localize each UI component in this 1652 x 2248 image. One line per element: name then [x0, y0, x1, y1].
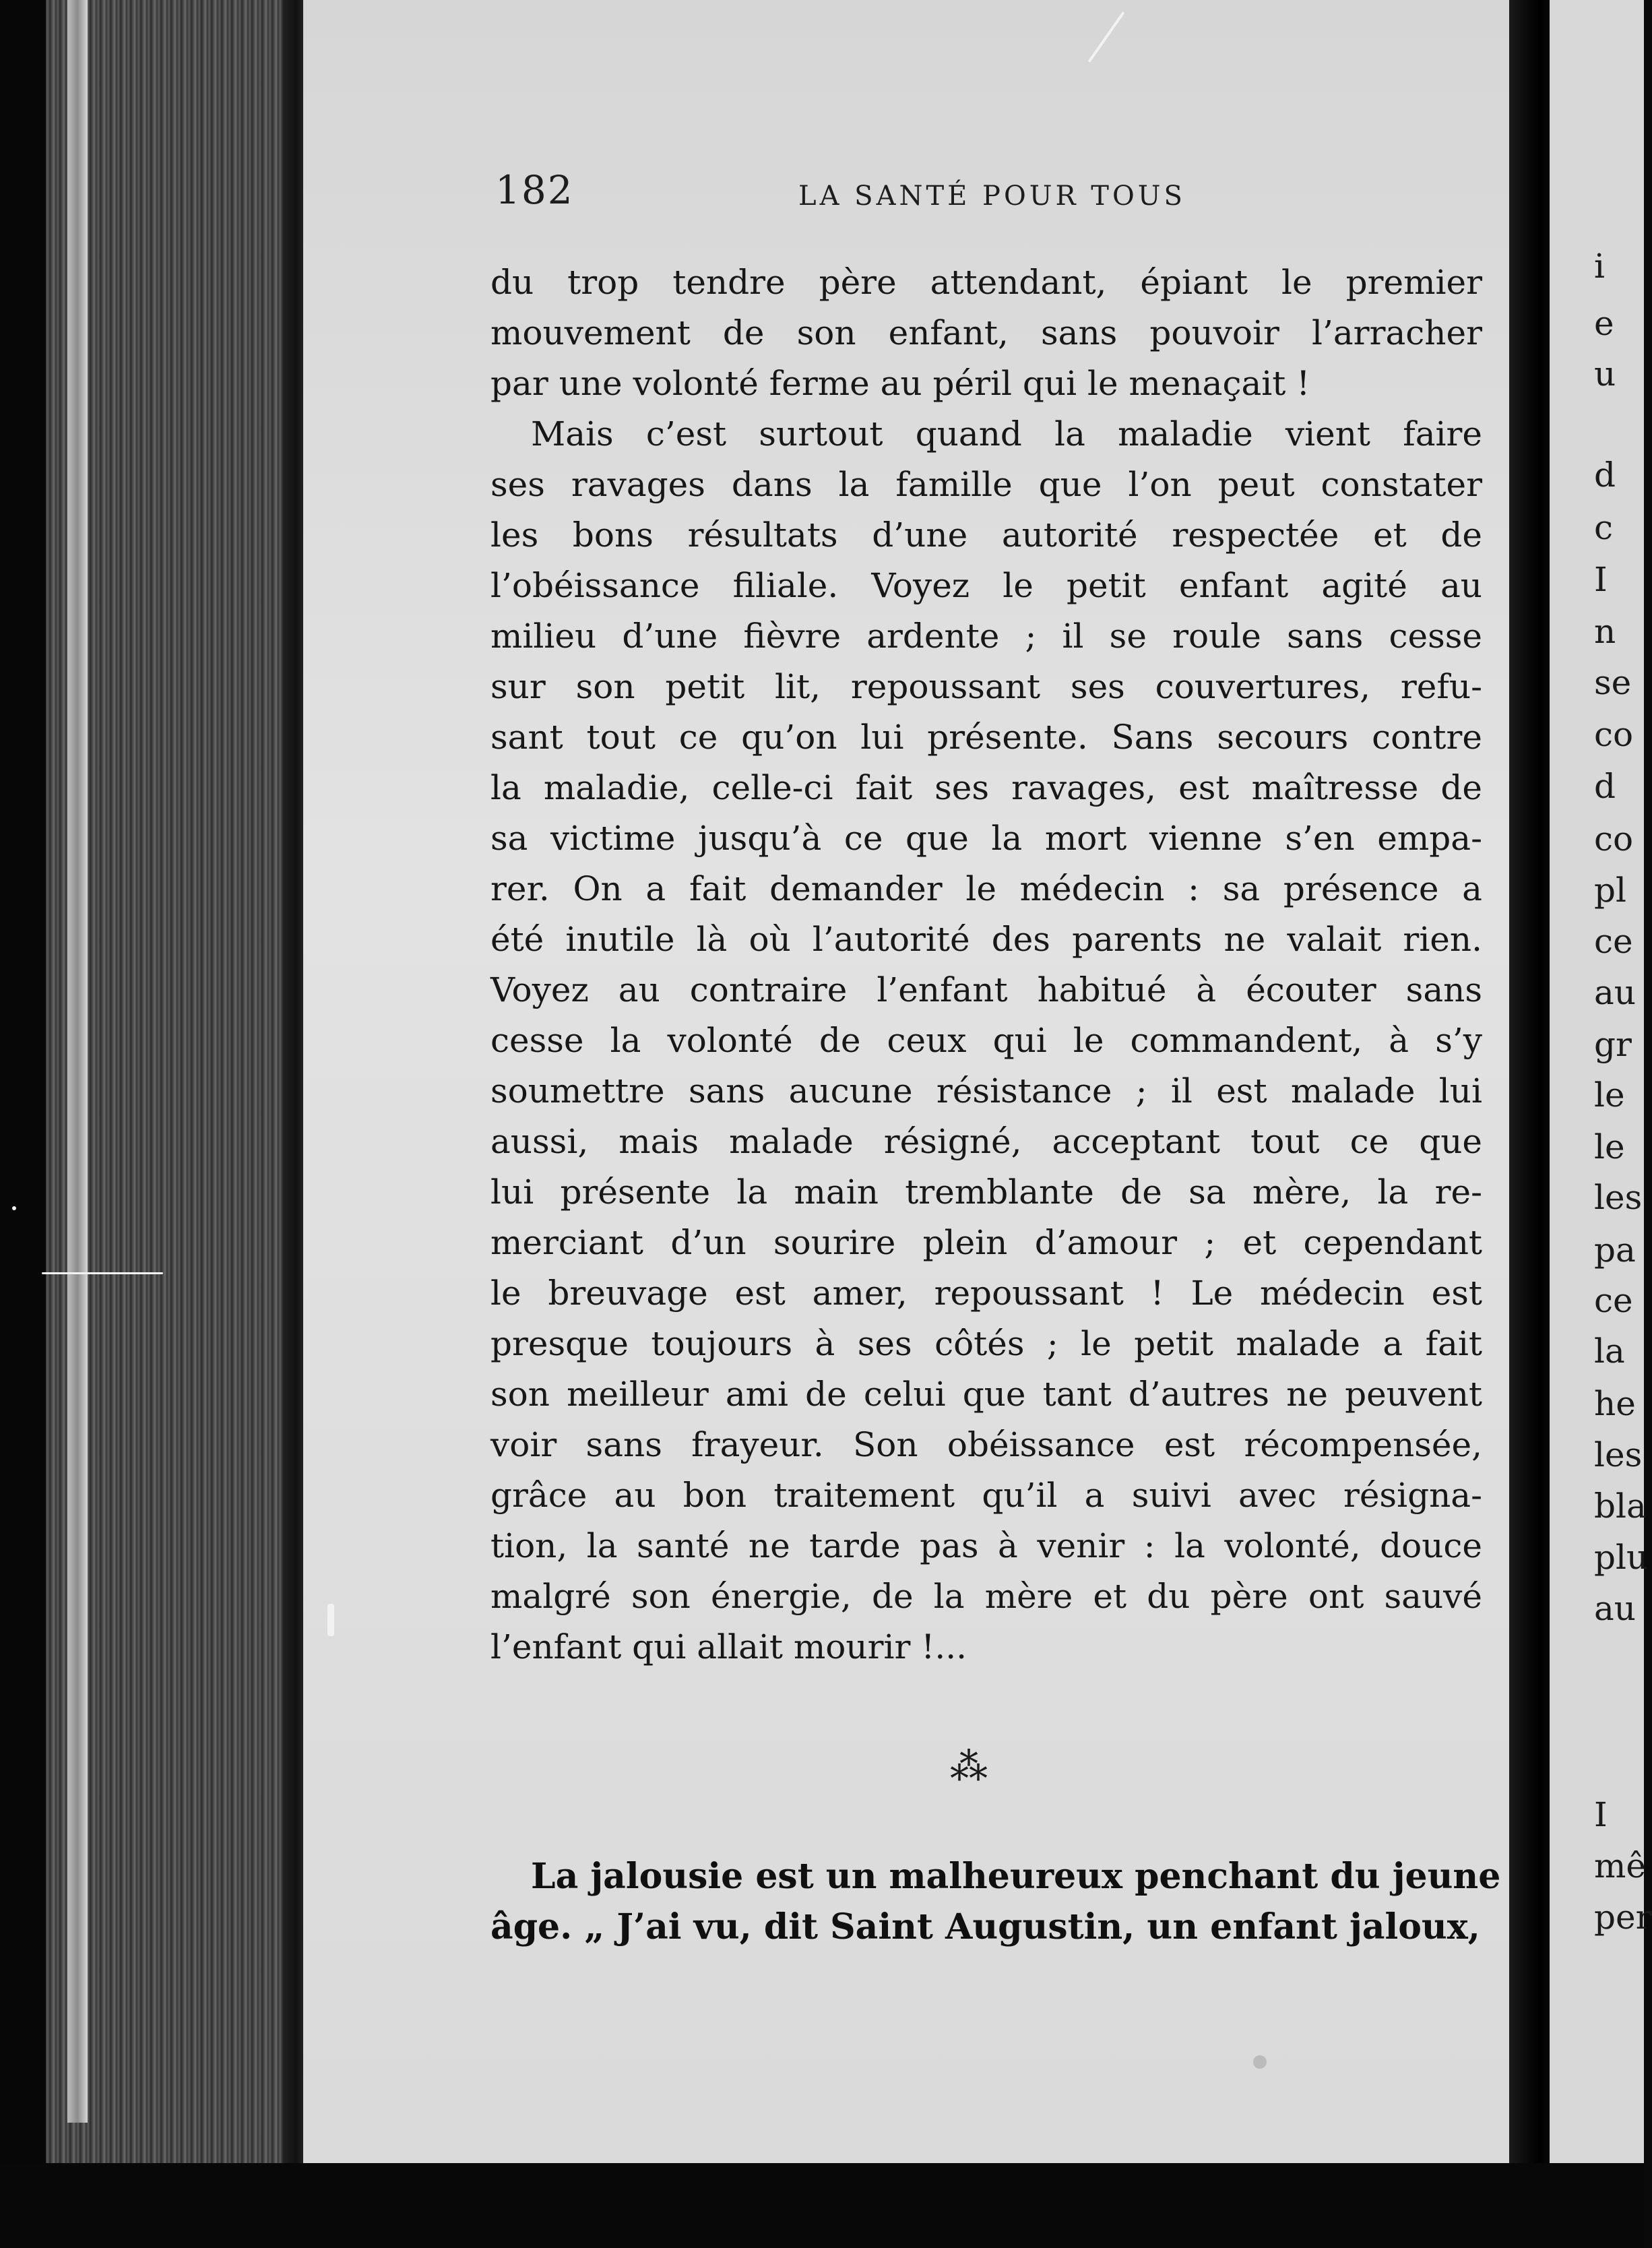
text-line: Voyez au contraire l’enfant habitué à écouter sans — [490, 970, 1482, 1009]
next-page-text: ce — [1594, 922, 1633, 961]
text-line: le breuvage est amer, repoussant ! Le médecin est — [490, 1274, 1482, 1313]
text-line: soumettre sans aucune résistance ; il est malade lui — [490, 1071, 1482, 1111]
running-title: LA SANTÉ POUR TOUS — [798, 181, 1186, 212]
next-page-text: c — [1594, 508, 1614, 547]
scan-speck — [12, 1206, 16, 1210]
text-line: la maladie, celle-ci fait ses ravages, est maîtresse de — [490, 768, 1482, 807]
next-page-text: d — [1594, 767, 1616, 806]
text-line: aussi, mais malade résigné, acceptant tout ce que — [490, 1122, 1482, 1161]
section-asterism: ⁂ — [950, 1745, 990, 1789]
text-line: son meilleur ami de celui que tant d’autres ne peuvent — [490, 1375, 1482, 1414]
text-line: cesse la volonté de ceux qui le commandent, à s’y — [490, 1021, 1482, 1060]
next-page-text: au — [1594, 973, 1637, 1012]
text-line: ses ravages dans la famille que l’on peut constater — [490, 465, 1482, 504]
text-line: été inutile là où l’autorité des parents ne valait rien. — [490, 920, 1482, 959]
next-page-text: la — [1594, 1332, 1625, 1371]
text-line: les bons résultats d’une autorité respectée et de — [490, 516, 1482, 555]
next-page-text: e — [1594, 304, 1614, 343]
next-page-text: I — [1594, 560, 1608, 599]
text-line: lui présente la main tremblante de sa mère, la re- — [490, 1173, 1482, 1212]
body-text-section-2 — [490, 1850, 1501, 1952]
text-line: l’enfant qui allait mourir !... — [490, 1627, 967, 1666]
next-page-fragment — [1550, 0, 1652, 2190]
next-page-text: mê — [1594, 1846, 1647, 1885]
next-page-text: d — [1594, 456, 1616, 495]
text-line: tion, la santé ne tarde pas à venir : la volonté, douce — [490, 1526, 1482, 1565]
next-page-text: se — [1594, 663, 1632, 702]
body-text — [490, 257, 1482, 1673]
next-page-text: le — [1594, 1075, 1625, 1115]
next-page-text: plu — [1594, 1538, 1649, 1577]
next-page-text: au — [1594, 1589, 1637, 1628]
text-line: grâce au bon traitement qu’il a suivi avec résigna- — [490, 1476, 1482, 1515]
text-line: l’obéissance filiale. Voyez le petit enfant agité au — [490, 566, 1482, 605]
text-line: sur son petit lit, repoussant ses couvertures, refu- — [490, 667, 1482, 706]
next-page-text: les — [1594, 1178, 1643, 1217]
next-page-text: le — [1594, 1127, 1625, 1166]
next-page-text: pa — [1594, 1230, 1636, 1270]
next-page-text: gr — [1594, 1025, 1632, 1064]
text-line: merciant d’un sourire plein d’amour ; et cependant — [490, 1223, 1482, 1262]
text-line: presque toujours à ses côtés ; le petit malade a fait — [490, 1324, 1482, 1363]
text-line: voir sans frayeur. Son obéissance est récompensée, — [490, 1425, 1482, 1464]
next-page-text: he — [1594, 1384, 1636, 1423]
text-line: malgré son énergie, de la mère et du père ont sauvé — [490, 1577, 1482, 1616]
text-line: Mais c’est surtout quand la maladie vient faire — [531, 414, 1482, 454]
text-line: sa victime jusqu’à ce que la mort vienne s’en empa- — [490, 819, 1482, 858]
next-page-text: les — [1594, 1435, 1643, 1474]
text-line: La jalousie est un malheureux penchant du jeune — [531, 1856, 1501, 1897]
next-page-text: per — [1594, 1898, 1652, 1937]
text-line: du trop tendre père attendant, épiant le premier — [490, 263, 1482, 302]
next-page-text: ce — [1594, 1281, 1633, 1320]
next-page-text: I — [1594, 1795, 1608, 1834]
scan-scratch — [327, 1604, 334, 1636]
text-line: milieu d’une fièvre ardente ; il se roule sans cesse — [490, 617, 1482, 656]
text-line: sant tout ce qu’on lui présente. Sans secours contre — [490, 718, 1482, 757]
book-edge-highlight — [67, 0, 88, 2123]
next-page-text: co — [1594, 819, 1634, 858]
scan-scratch — [42, 1272, 163, 1274]
next-page-text: co — [1594, 715, 1634, 754]
next-page-text: pl — [1594, 871, 1626, 910]
text-line: âge. „ J’ai vu, dit Saint Augustin, un enfant jaloux, — [490, 1906, 1480, 1947]
page-number: 182 — [495, 167, 574, 213]
next-page-text: u — [1594, 354, 1616, 394]
text-line: mouvement de son enfant, sans pouvoir l’arracher — [490, 313, 1482, 352]
next-page-text: i — [1594, 247, 1605, 286]
scan-speck — [1253, 2055, 1267, 2069]
text-line: par une volonté ferme au péril qui le menaçait ! — [490, 364, 1310, 403]
next-page-text: n — [1594, 612, 1616, 651]
text-line: rer. On a fait demander le médecin : sa présence a — [490, 869, 1482, 908]
scan-bottom-border — [0, 2163, 1644, 2248]
next-page-text: bla — [1594, 1487, 1647, 1526]
